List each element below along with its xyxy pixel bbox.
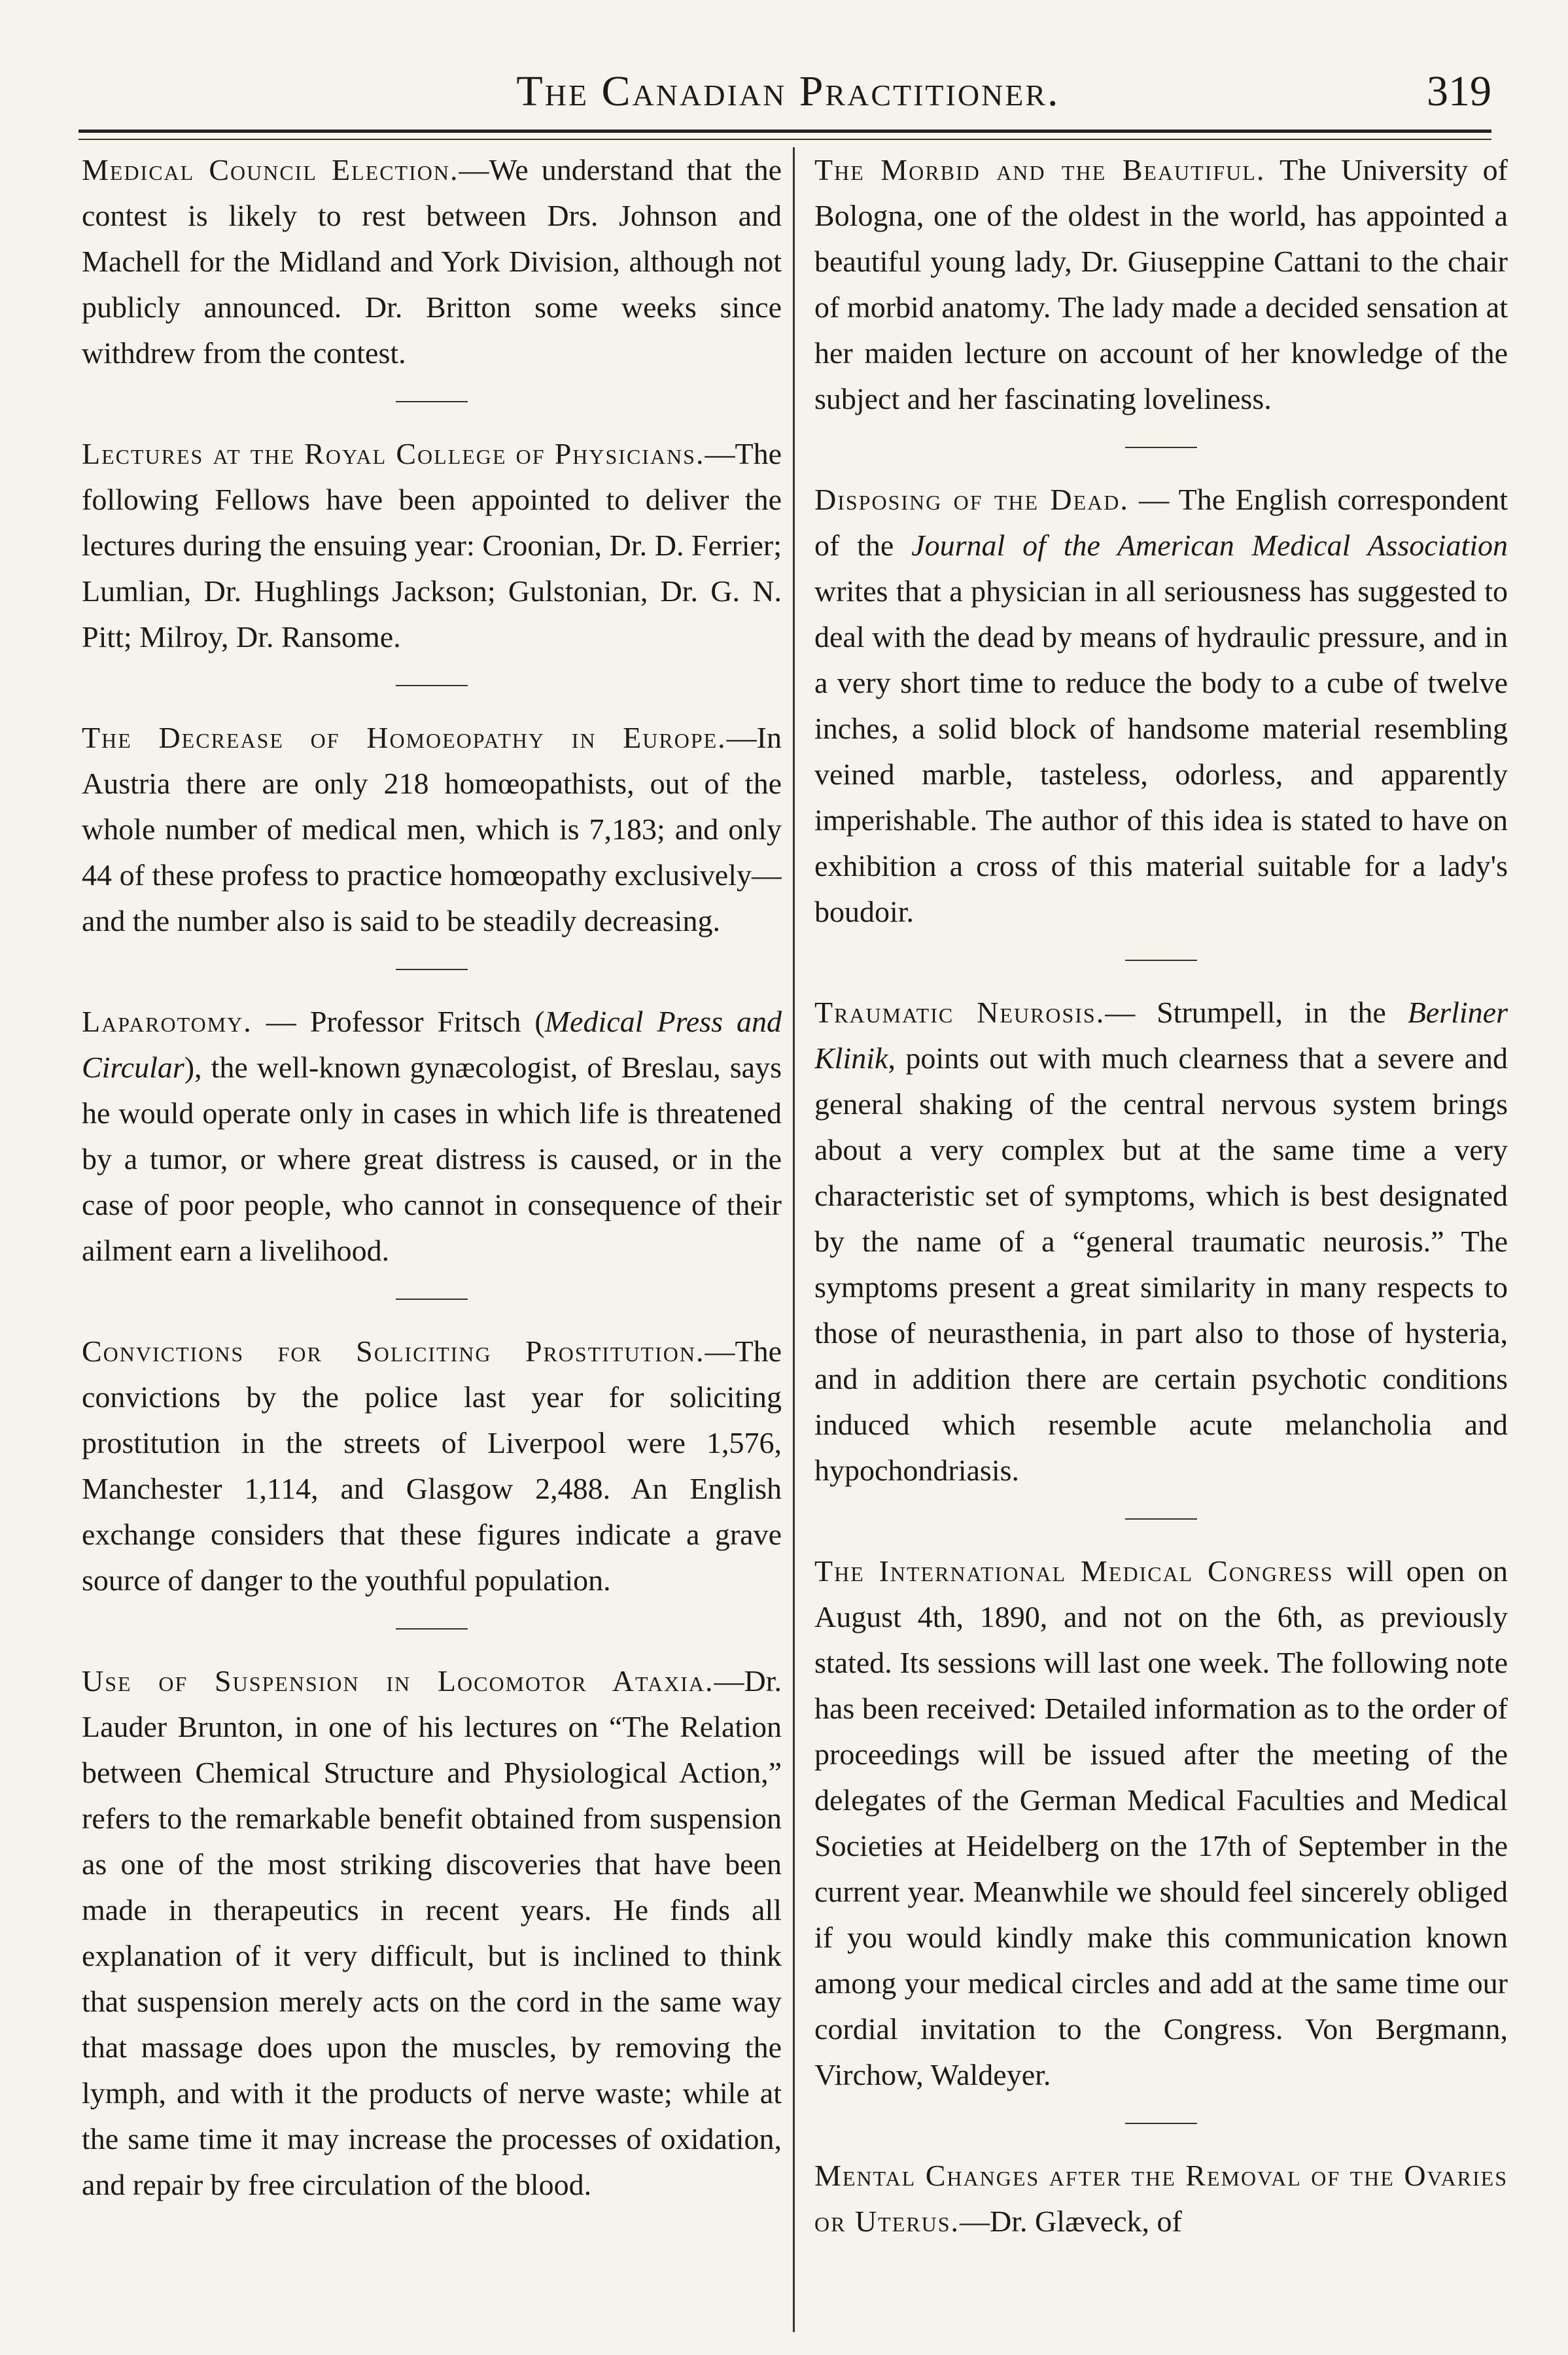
article-citation: Berliner Klinik <box>814 996 1508 1075</box>
article-body: The University of Bologna, one of the oldest in the world, has appointed a beautiful young lady, Dr. Giuseppine Cattani to the chair of morbid anatomy. The lady made a decided sensation at her maiden lecture on account of her knowledge of the subject and her fascinating loveliness. <box>814 153 1508 415</box>
article-body: will open on August 4th, 1890, and not on the 6th, as previously stated. Its sessions will last one week. The following note has been received: Detailed information as to the order of proceedings will be issued after the meeting of the delegates of the German Medical Faculties and Medical Societies at Heidelberg on the 17th of September in the current year. Meanwhile we should feel sincerely obliged if you would kindly make this communication known among your medical circles and add at the same time our cordial invitation to the Congress. Von Bergmann, Virchow, Waldeyer. <box>814 1554 1508 2091</box>
page-number: 319 <box>1427 67 1491 115</box>
article-headline: Use of Suspension in Locomotor Ataxia. <box>82 1664 714 1698</box>
article-soliciting-convictions <box>82 1329 782 1603</box>
article-traumatic-neurosis <box>814 990 1508 1493</box>
article-headline: Mental Changes after the Removal of the Ovaries or Uterus. <box>814 2159 1508 2238</box>
article-headline: The Morbid and the Beautiful. <box>814 153 1266 186</box>
article-suspension-ataxia <box>82 1658 782 2208</box>
article-body: — Professor Fritsch ( <box>252 1005 545 1038</box>
article-separator <box>1125 2123 1197 2124</box>
article-homoeopathy-decrease <box>82 715 782 944</box>
article-body: —The following Fellows have been appointed to deliver the lectures during the ensuing year: Croonian, Dr. D. Ferrier; Lumlian, Dr. Hughlings Jackson; Gulstonian, Dr. G. N. Pitt; Milroy, Dr. Ransome. <box>82 437 782 654</box>
article-body: —We understand that the contest is likely to rest between Drs. Johnson and Machell for the Midland and York Division, although not publicly announced. Dr. Britton some weeks since withdrew from the contest. <box>82 153 782 370</box>
article-separator <box>1125 1518 1197 1520</box>
header-rule <box>78 130 1491 133</box>
article-headline: Medical Council Election. <box>82 153 459 186</box>
article-royal-college-lectures <box>82 431 782 660</box>
article-body-continued: writes that a physician in all seriousness has suggested to deal with the dead by means of hydraulic pressure, and in a very short time to reduce the body to a cube of twelve inches, a solid block of handsome material resembling veined marble, tasteless, odorless, and apparently imperishable. The author of this idea is stated to have on exhibition a cross of this material suitable for a lady's boudoir. <box>814 574 1508 928</box>
article-separator <box>1125 447 1197 448</box>
article-headline: Laparotomy. <box>82 1005 253 1038</box>
article-separator <box>396 401 468 402</box>
article-separator <box>396 685 468 686</box>
article-separator <box>396 969 468 970</box>
article-headline: Convictions for Soliciting Prostitution. <box>82 1334 705 1368</box>
header-rule-thin <box>78 139 1491 140</box>
article-mental-changes <box>814 2153 1508 2244</box>
column-divider <box>793 147 795 2332</box>
article-headline: Traumatic Neurosis. <box>814 996 1106 1029</box>
article-body: —Dr. Lauder Brunton, in one of his lectures on “The Relation between Chemical Structure and Physiological Action,” refers to the remarkable benefit obtained from suspension as one of the most striking discoveries that have been made in therapeutics in recent years. He finds all explanation of it very difficult, but is inclined to think that suspension merely acts on the cord in the same way that massage does upon the muscles, by removing the lymph, and with it the products of nerve waste; while at the same time it may increase the processes of oxidation, and repair by free circulation of the blood. <box>82 1664 782 2201</box>
right-column <box>814 147 1508 2332</box>
article-laparotomy <box>82 999 782 1274</box>
left-column <box>82 147 782 2332</box>
article-headline: The International Medical Congress <box>814 1554 1334 1588</box>
article-body: —In Austria there are only 218 homœopathists, out of the whole number of medical men, which is 7,183; and only 44 of these profess to practice homœopathy exclusively—and the number also is said to be steadily decreasing. <box>82 721 782 937</box>
article-body: —Dr. Glæveck, of <box>960 2205 1182 2238</box>
article-separator <box>1125 960 1197 961</box>
article-disposing-dead <box>814 477 1508 935</box>
article-body: — Strumpell, in the <box>1105 996 1408 1029</box>
article-headline: Disposing of the Dead. <box>814 483 1129 516</box>
article-body: — The English correspondent of the <box>814 483 1508 562</box>
article-headline: Lectures at the Royal College of Physicians. <box>82 437 705 470</box>
article-headline: The Decrease of Homoeopathy in Europe. <box>82 721 727 754</box>
article-body-continued: , points out with much clearness that a severe and general shaking of the central nervous system brings about a very complex but at the same time a very characteristic set of symptoms, which is best designated by the name of a “general traumatic neurosis.” The symptoms present a great similarity in many respects to those of neurasthenia, in part also to those of hysteria, and in addition there are certain psychotic conditions induced which resemble acute melancholia and hypochondriasis. <box>814 1041 1508 1487</box>
article-separator <box>396 1299 468 1300</box>
article-separator <box>396 1628 468 1630</box>
article-citation: Journal of the American Medical Association <box>911 529 1508 562</box>
article-citation: Medical Press and Circular <box>82 1005 782 1084</box>
article-body-continued: ), the well-known gynæcologist, of Breslau, says he would operate only in cases in which life is threatened by a tumor, or where great distress is caused, or in the case of poor people, who cannot in consequence of their ailment earn a livelihood. <box>82 1051 782 1267</box>
article-medical-council-election <box>82 147 782 376</box>
article-body: —The convictions by the police last year for soliciting prostitution in the streets of Liverpool were 1,576, Manchester 1,114, and Glasgow 2,488. An English exchange considers that these figures indicate a grave source of danger to the youthful population. <box>82 1334 782 1597</box>
article-medical-congress <box>814 1548 1508 2098</box>
running-title: The Canadian Practitioner. <box>516 67 1060 115</box>
article-morbid-beautiful <box>814 147 1508 422</box>
page-header <box>85 52 1491 124</box>
